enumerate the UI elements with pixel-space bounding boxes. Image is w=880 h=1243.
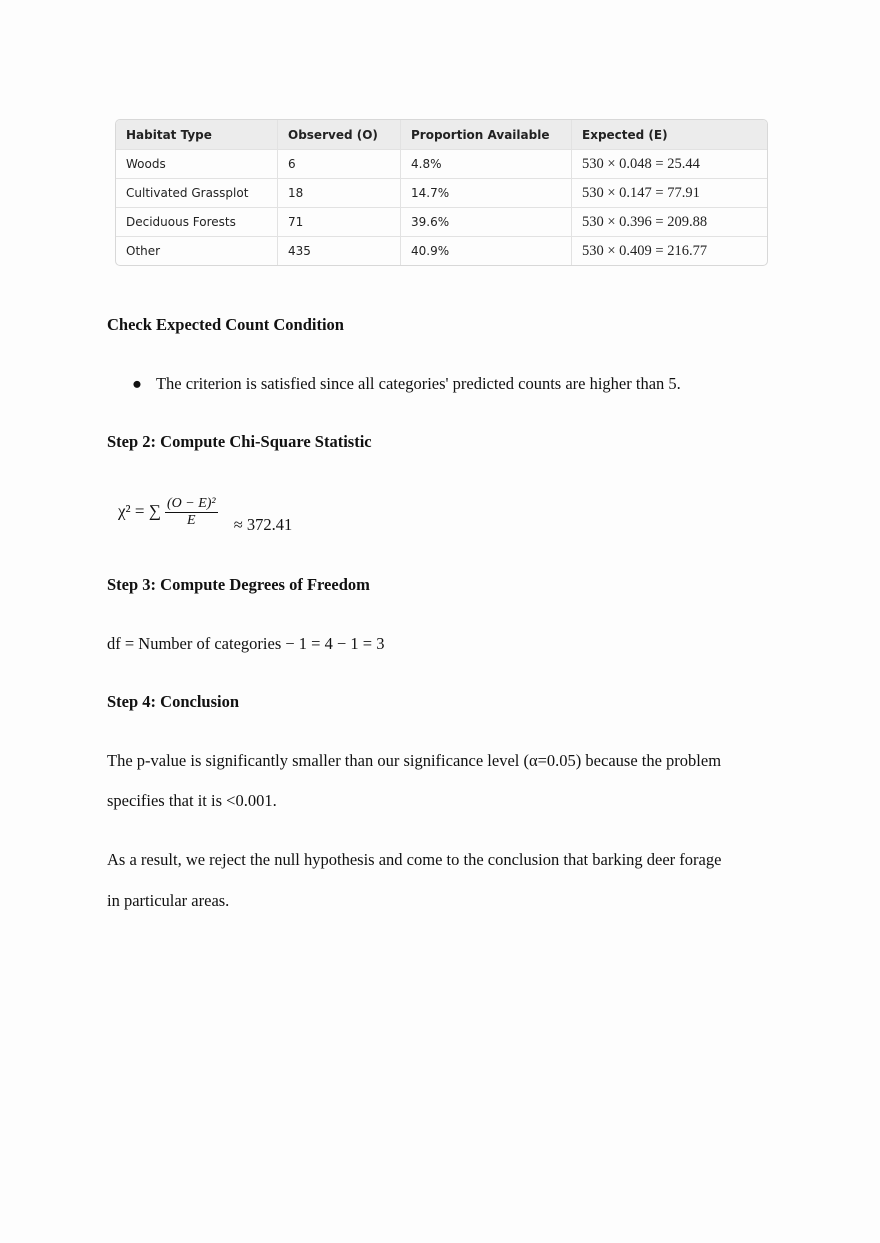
cell: Deciduous Forests [116,208,278,237]
cell: 14.7% [401,179,572,208]
header-expected: Expected (E) [572,120,767,150]
header-proportion: Proportion Available [401,120,572,150]
table-row [116,208,767,237]
cell: Other [116,237,278,265]
conclusion-para1-line1: The p-value is significantly smaller than our significance level (α=0.05) because the problem [107,751,722,770]
cell: 71 [278,208,401,237]
cell: 39.6% [401,208,572,237]
df-line: df = Number of categories − 1 = 4 − 1 = 3 [107,634,385,653]
table-header-row [116,120,767,150]
cell: 6 [278,150,401,179]
formula-numerator: (O − E)² [166,496,216,511]
conclusion-para1-line2: specifies that it is <0.001. [107,791,277,810]
formula-result: ≈ 372.41 [233,515,293,535]
table-row [116,237,767,265]
cell: 530 × 0.396 = 209.88 [572,208,767,237]
step3-heading: Step 3: Compute Degrees of Freedom [107,575,370,594]
cell: 530 × 0.409 = 216.77 [582,242,708,259]
cell: 18 [278,179,401,208]
expected-counts-table [115,119,768,266]
step4-heading: Step 4: Conclusion [107,692,240,711]
cell: 435 [278,237,401,265]
conclusion-para2-line2: in particular areas. [107,891,230,910]
cell: 4.8% [401,150,572,179]
cell: Cultivated Grassplot [116,179,278,208]
step2-heading: Step 2: Compute Chi-Square Statistic [107,432,372,451]
header-observed: Observed (O) [278,120,401,150]
formula-denominator: E [187,513,196,528]
bullet-icon: ● [132,374,142,393]
formula-fraction [165,496,218,529]
cell: Woods [116,150,278,179]
cell: 530 × 0.147 = 77.91 [572,179,767,208]
bullet-text: The criterion is satisfied since all categories' predicted counts are higher than 5. [155,374,681,393]
check-heading: Check Expected Count Condition [107,315,344,334]
conclusion-para2-line1: As a result, we reject the null hypothesis and come to the conclusion that barking deer forage [107,850,722,869]
chi-square-formula [118,496,293,535]
cell: 530 × 0.048 = 25.44 [572,150,767,179]
bullet-item [132,374,681,394]
table-row [116,150,767,179]
table-row [116,179,767,208]
header-habitat: Habitat Type [116,120,278,150]
cell: 40.9% [401,237,572,265]
formula-lhs: χ² = ∑ [118,501,161,521]
